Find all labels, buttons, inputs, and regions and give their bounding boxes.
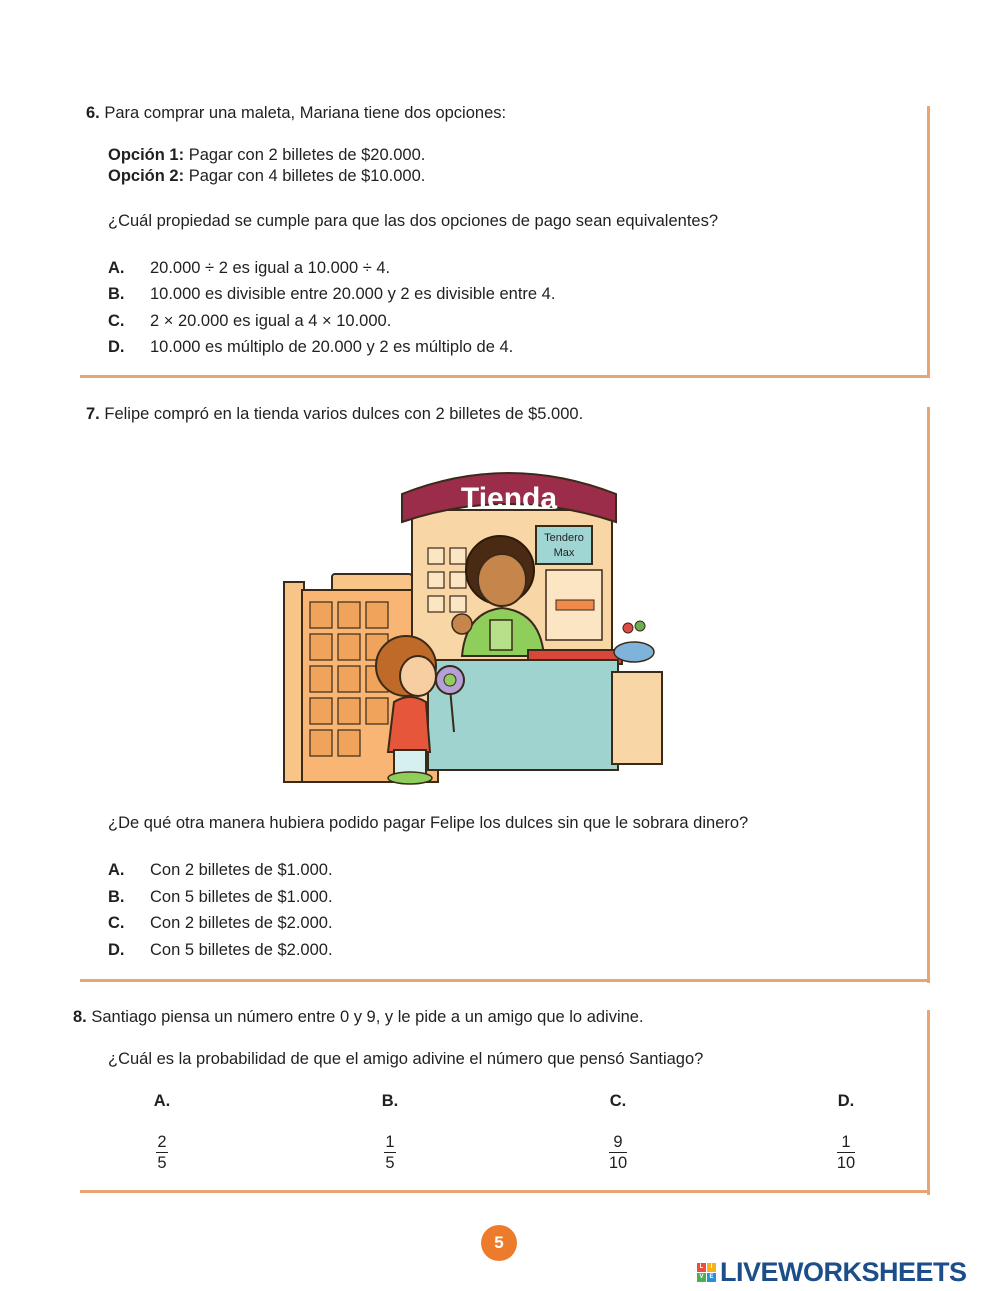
frame-bottom — [80, 979, 930, 982]
denominator: 5 — [157, 1154, 167, 1172]
fraction — [609, 1132, 627, 1173]
answer-letter: C. — [108, 914, 125, 932]
answer-letter: C. — [609, 1092, 627, 1110]
sign-text: Tienda — [460, 482, 558, 515]
answer-text: Con 2 billetes de $1.000. — [150, 861, 333, 879]
badge-line-2: Max — [553, 547, 575, 559]
option-1-line — [108, 145, 425, 165]
option-1-label: Opción 1: — [108, 146, 185, 164]
question-6-prompt: ¿Cuál propiedad se cumple para que las dos opciones de pago sean equivalentes? — [108, 212, 719, 230]
name-badge — [536, 526, 592, 564]
answer-a[interactable] — [142, 1092, 182, 1173]
question-number: 6. — [86, 104, 100, 122]
answer-text: Con 2 billetes de $2.000. — [150, 914, 333, 932]
answer-a[interactable] — [108, 258, 390, 278]
answer-letter: B. — [381, 1092, 399, 1110]
frame-bottom — [80, 375, 930, 378]
brand-name: LIVEWORKSHEETS — [720, 1257, 967, 1287]
answer-c[interactable] — [108, 311, 391, 331]
answer-letter: B. — [108, 285, 125, 303]
question-8-stem — [73, 1007, 644, 1027]
question-text: Santiago piensa un número entre 0 y 9, y le pide a un amigo que lo adivine. — [91, 1008, 644, 1026]
liveworksheets-logo[interactable] — [697, 1257, 967, 1288]
answer-a[interactable] — [108, 860, 333, 880]
answer-c[interactable] — [598, 1092, 638, 1173]
answer-letter: D. — [837, 1092, 855, 1110]
answer-b[interactable] — [108, 887, 333, 907]
question-text: Felipe compró en la tienda varios dulces con 2 billetes de $5.000. — [104, 405, 584, 423]
frame-right — [927, 407, 930, 983]
denominator: 5 — [385, 1154, 395, 1172]
store-illustration — [278, 452, 668, 792]
logo-blocks-icon — [697, 1263, 716, 1282]
answer-text: Con 5 billetes de $2.000. — [150, 941, 333, 959]
question-7 — [80, 397, 928, 983]
answer-c[interactable] — [108, 913, 333, 933]
answer-text: 10.000 es divisible entre 20.000 y 2 es divisible entre 4. — [150, 285, 556, 303]
answer-letter: B. — [108, 888, 125, 906]
numerator: 1 — [385, 1133, 395, 1151]
answer-letter: A. — [108, 861, 125, 879]
answer-text: Con 5 billetes de $1.000. — [150, 888, 333, 906]
logo-block: V — [697, 1273, 706, 1282]
answer-b[interactable] — [370, 1092, 410, 1173]
option-2-text: Pagar con 4 billetes de $10.000. — [188, 167, 426, 185]
answer-text: 20.000 ÷ 2 es igual a 10.000 ÷ 4. — [150, 259, 391, 277]
question-8 — [73, 1000, 928, 1195]
fraction — [837, 1132, 855, 1173]
denominator: 10 — [836, 1154, 856, 1172]
question-6 — [80, 96, 928, 378]
answer-letter: A. — [108, 259, 125, 277]
logo-block: I — [707, 1263, 716, 1272]
question-8-prompt: ¿Cuál es la probabilidad de que el amigo adivine el número que pensó Santiago? — [108, 1050, 704, 1068]
numerator: 1 — [837, 1132, 855, 1153]
frame-right — [927, 106, 930, 378]
option-1-text: Pagar con 2 billetes de $20.000. — [188, 146, 426, 164]
answer-letter: D. — [108, 338, 125, 356]
badge-line-1: Tendero — [544, 532, 584, 544]
answer-letter: C. — [108, 312, 125, 330]
question-number: 8. — [73, 1008, 87, 1026]
question-text: Para comprar una maleta, Mariana tiene dos opciones: — [104, 104, 507, 122]
answer-d[interactable] — [826, 1092, 866, 1173]
question-number: 7. — [86, 405, 100, 423]
logo-block: L — [697, 1263, 706, 1272]
denominator: 10 — [608, 1154, 628, 1172]
fraction — [156, 1132, 167, 1173]
answer-text: 2 × 20.000 es igual a 4 × 10.000. — [150, 312, 392, 330]
fraction — [384, 1132, 395, 1173]
numerator: 2 — [157, 1133, 167, 1151]
option-2-line — [108, 166, 425, 186]
frame-bottom — [80, 1190, 930, 1193]
answer-letter: A. — [153, 1092, 171, 1110]
numerator: 9 — [609, 1132, 627, 1153]
answer-text: 10.000 es múltiplo de 20.000 y 2 es múltiplo de 4. — [150, 338, 514, 356]
question-6-stem — [86, 103, 506, 123]
question-7-prompt: ¿De qué otra manera hubiera podido pagar Felipe los dulces sin que le sobrara dinero? — [108, 814, 749, 832]
question-7-stem — [86, 404, 583, 424]
answer-b[interactable] — [108, 284, 555, 304]
frame-right — [927, 1010, 930, 1195]
page-number-badge: 5 — [481, 1225, 517, 1261]
option-2-label: Opción 2: — [108, 167, 185, 185]
answer-letter: D. — [108, 941, 125, 959]
logo-block: E — [707, 1273, 716, 1282]
answer-d[interactable] — [108, 337, 513, 357]
answer-d[interactable] — [108, 940, 333, 960]
